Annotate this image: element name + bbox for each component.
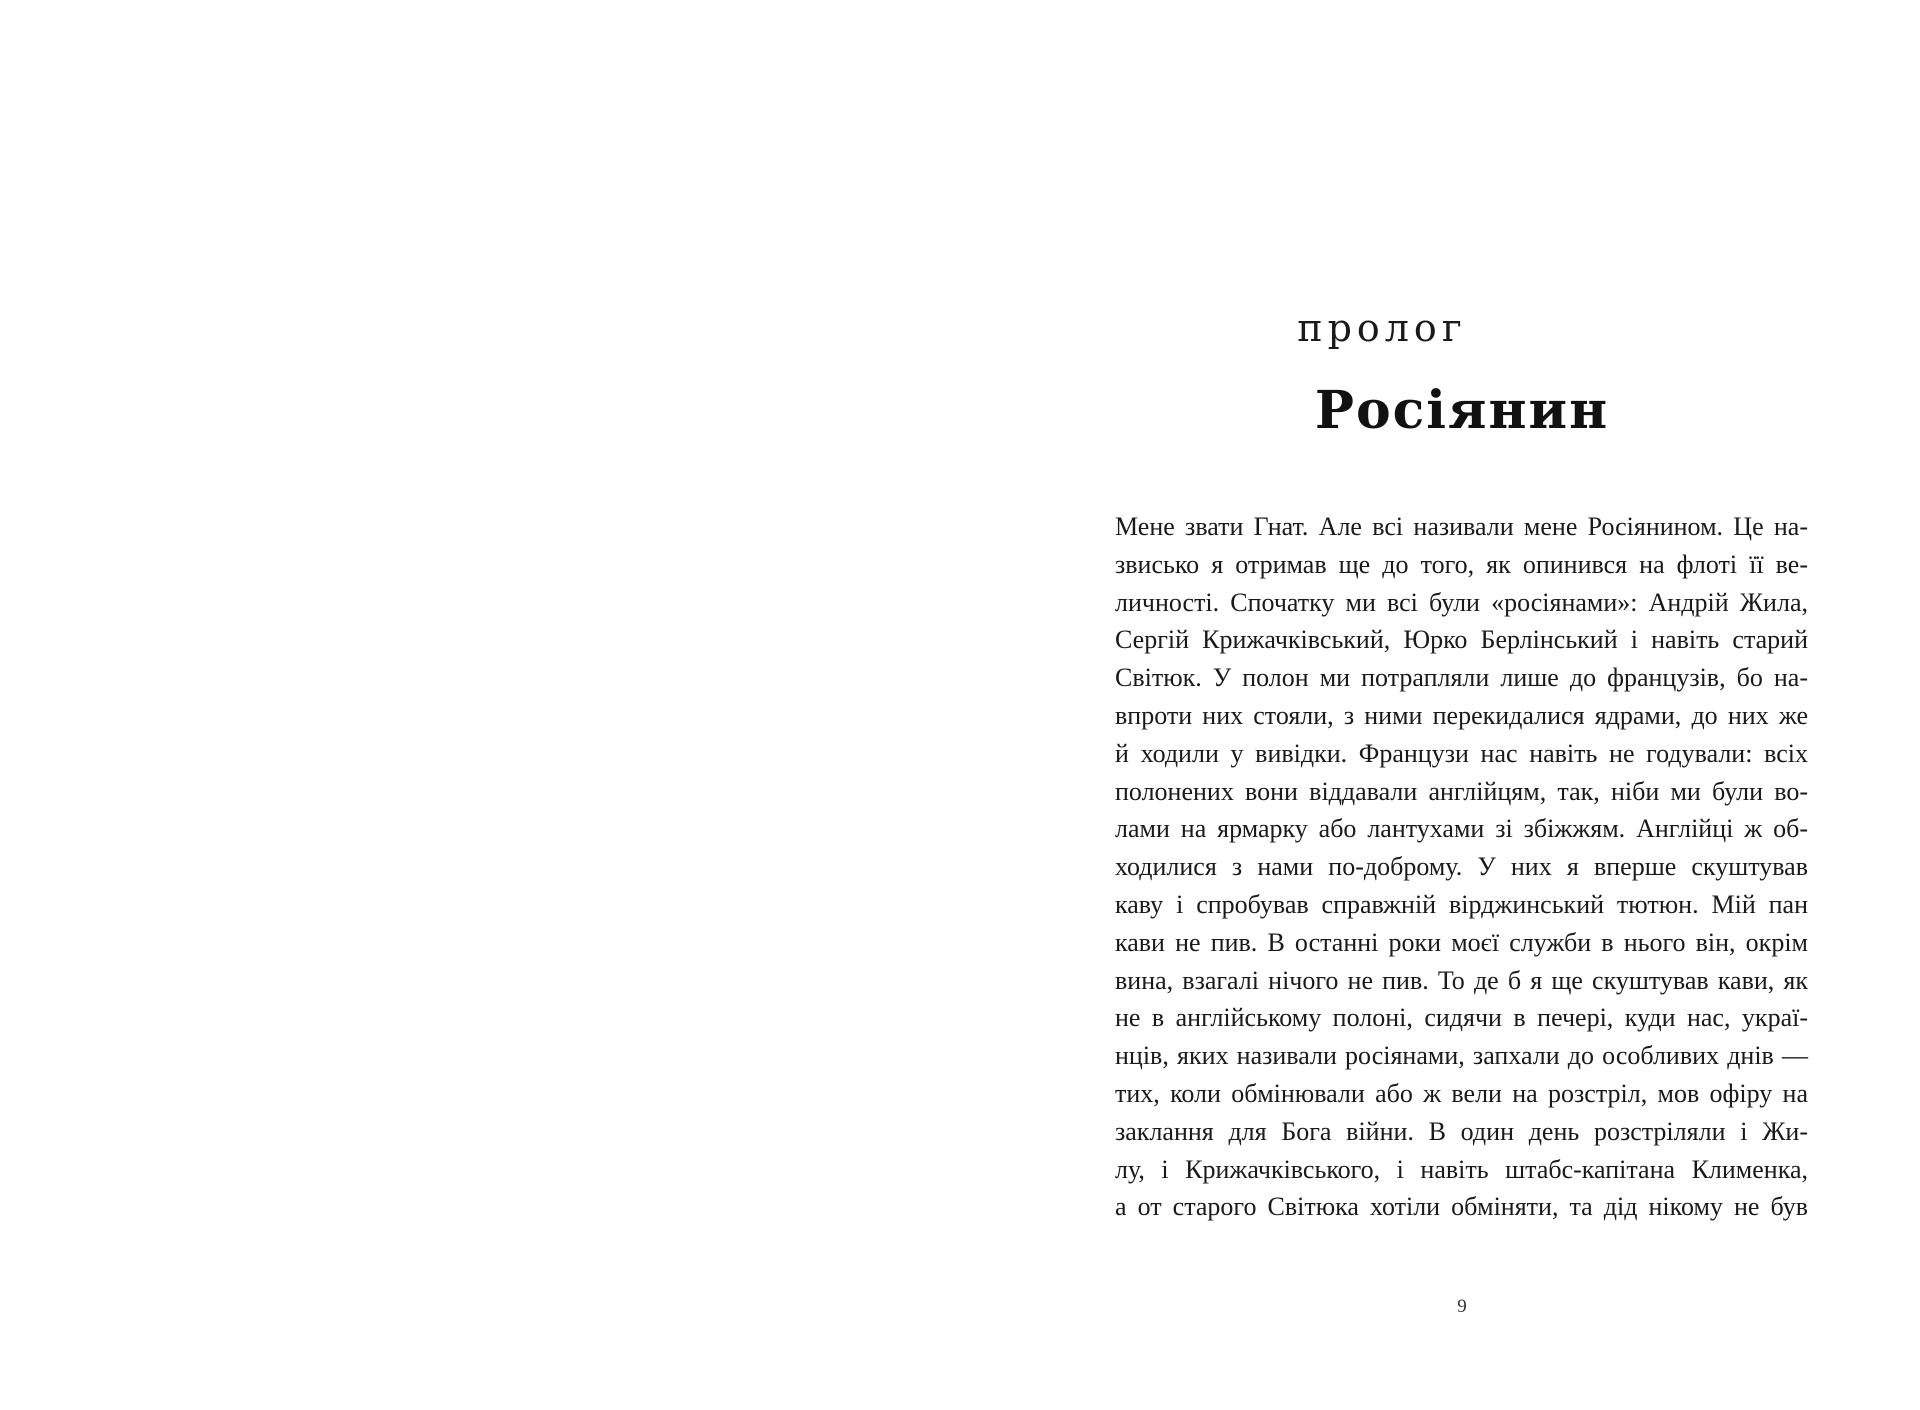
body-line: а от старого Світюка хотіли обміняти, та дід нікому не був <box>1115 1192 1808 1222</box>
page-number: 9 <box>1457 1296 1467 1317</box>
body-line: заклання для Бога війни. В один день розстріляли і Жи- <box>1115 1116 1808 1146</box>
body-line: й ходили у вивідки. Французи нас навіть не годували: всіх <box>1115 738 1808 768</box>
body-line: каву і спробував справжній вірджинський тютюн. Мій пан <box>1115 889 1808 919</box>
body-line: вина, взагалі нічого не пив. То де б я ще скуштував кави, як <box>1115 965 1808 995</box>
body-line: лами на ярмарку або лантухами зі збіжжям. Англійці ж об- <box>1115 814 1808 844</box>
body-line: нців, яких називали росіянами, запхали до особливих днів — <box>1115 1041 1808 1071</box>
body-line: не в англійському полоні, сидячи в печері, куди нас, украї- <box>1115 1003 1808 1033</box>
chapter-body <box>1115 508 1808 1226</box>
body-line: тих, коли обмінювали або ж вели на розстріл, мов офіру на <box>1115 1078 1808 1108</box>
body-line: Світюк. У полон ми потрапляли лише до французів, бо на- <box>1115 663 1808 693</box>
body-line: звисько я отримав ще до того, як опинився на флоті її ве- <box>1115 549 1808 579</box>
body-line: полонених вони віддавали англійцям, так, ніби ми були во- <box>1115 776 1808 806</box>
body-line: лу, і Крижачківського, і навіть штабс-капітана Клименка, <box>1115 1154 1808 1184</box>
body-line: личності. Спочатку ми всі були «росіянами»: Андрій Жила, <box>1115 587 1808 617</box>
body-line: Сергій Крижачківський, Юрко Берлінський і навіть старий <box>1115 625 1808 655</box>
body-line: ходилися з нами по-доброму. У них я вперше скуштував <box>1115 852 1808 882</box>
chapter-title: Росіянин <box>1314 380 1610 441</box>
body-line: кави не пив. В останні роки моєї служби в нього він, окрім <box>1115 927 1808 957</box>
body-line: Мене звати Гнат. Але всі називали мене Росіянином. Це на- <box>1115 512 1808 541</box>
chapter-kicker: пролог <box>1297 306 1467 350</box>
body-line: впроти них стояли, з ними перекидалися ядрами, до них же <box>1115 700 1808 730</box>
book-gutter <box>959 0 961 1410</box>
